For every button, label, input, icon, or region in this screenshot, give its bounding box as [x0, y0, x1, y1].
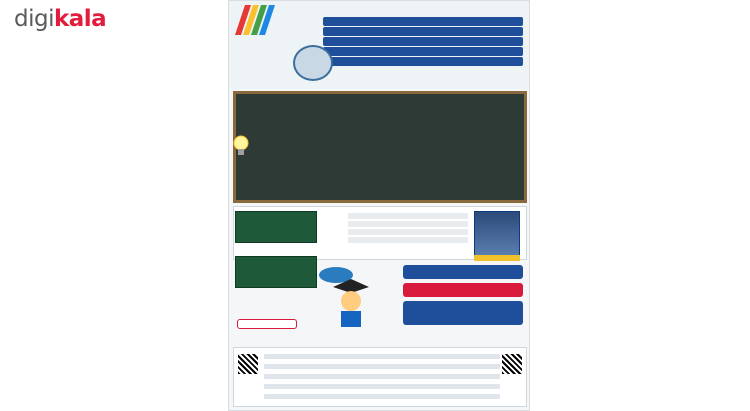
- footer-line: [264, 364, 500, 369]
- mascot-icon: [329, 275, 373, 331]
- contents-column-left: [266, 100, 384, 176]
- bio-line: [348, 213, 468, 219]
- teacher-bio: [348, 213, 468, 245]
- qr-code-icon: [502, 354, 522, 374]
- chapter-heading: [266, 114, 384, 123]
- author-portrait: [293, 45, 333, 81]
- contents-line: [396, 132, 514, 139]
- publisher-logo: [237, 319, 297, 329]
- chapter-heading: [396, 146, 514, 155]
- feature-item: [323, 57, 523, 66]
- feature-item: [323, 17, 523, 26]
- video-thumbnail: [235, 256, 317, 288]
- phone-banner: [403, 283, 523, 297]
- contents-line: [396, 139, 514, 146]
- logo-part-2: kala: [53, 6, 107, 32]
- decorative-stripes: [235, 5, 287, 35]
- chapter-heading: [396, 123, 514, 132]
- feature-item: [323, 37, 523, 46]
- lightbulb-icon: [232, 134, 250, 158]
- footer-line: [264, 354, 500, 359]
- contents-line: [266, 100, 384, 107]
- contents-line: [396, 162, 514, 169]
- qr-code-icon: [238, 354, 258, 374]
- contents-line: [266, 130, 384, 137]
- chapter-heading: [396, 100, 514, 109]
- contents-column-right: [396, 100, 514, 178]
- video-thumbnail: [235, 211, 317, 243]
- footer-line: [264, 394, 500, 399]
- contents-line: [266, 169, 384, 176]
- contents-line: [396, 155, 514, 162]
- feature-item: [323, 27, 523, 36]
- contents-line: [266, 123, 384, 130]
- bio-line: [348, 237, 468, 243]
- digikala-logo: [14, 6, 106, 36]
- chapter-heading: [266, 160, 384, 169]
- footer-line: [264, 384, 500, 389]
- poster-footer: [233, 347, 527, 407]
- teacher-photo: [474, 211, 520, 257]
- chapter-heading: [266, 137, 384, 146]
- support-banner: [403, 301, 523, 325]
- contact-info: [233, 263, 527, 345]
- logo-part-1: digi: [14, 6, 54, 32]
- contents-line: [396, 109, 514, 116]
- contents-line: [266, 153, 384, 160]
- feature-list: [323, 17, 523, 67]
- chalkboard-contents: [233, 91, 527, 203]
- contents-line: [266, 146, 384, 153]
- feature-item: [323, 47, 523, 56]
- contents-line: [266, 107, 384, 114]
- bio-line: [348, 221, 468, 227]
- bio-line: [348, 229, 468, 235]
- info-banner: [403, 265, 523, 279]
- poster-header: [229, 1, 530, 89]
- teacher-name-tag: [474, 255, 520, 261]
- footer-line: [264, 374, 500, 379]
- chapter-heading: [396, 169, 514, 178]
- contents-line: [396, 116, 514, 123]
- product-image[interactable]: [228, 0, 530, 411]
